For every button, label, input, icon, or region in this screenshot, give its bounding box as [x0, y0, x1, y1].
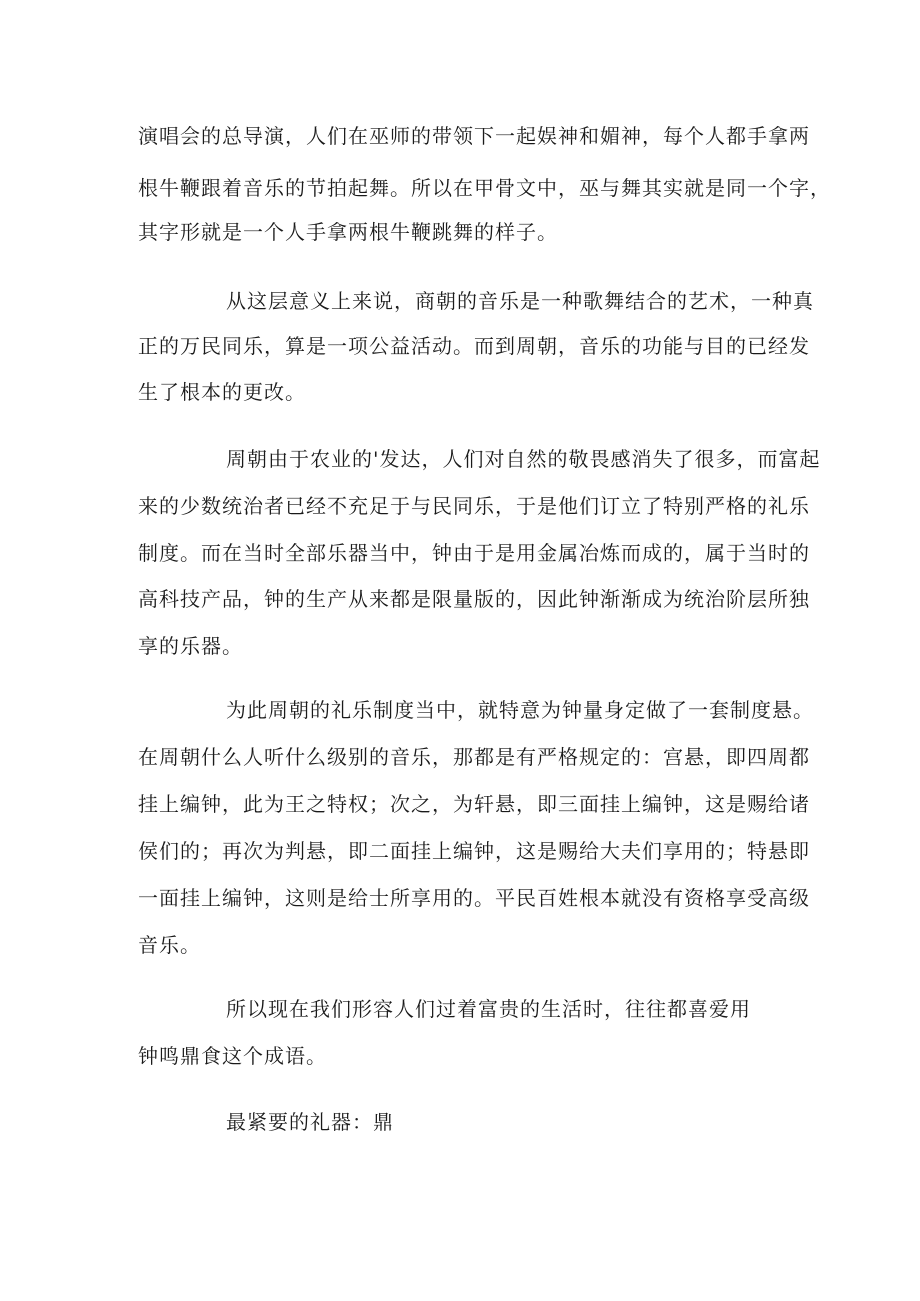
paragraph-3-line-2: 来的少数统治者已经不充足于与民同乐，于是他们订立了特别严格的礼乐	[138, 494, 810, 518]
paragraph-4-line-5: 一面挂上编钟，这则是给士所享用的。平民百姓根本就没有资格享受高级	[138, 886, 810, 910]
paragraph-4-line-4: 侯们的；再次为判悬，即二面挂上编钟，这是赐给大夫们享用的；特悬即	[138, 839, 810, 863]
paragraph-3-line-4: 高科技产品，钟的生产从来都是限量版的，因此钟渐渐成为统治阶层所独	[138, 587, 810, 611]
paragraph-3-line-3: 制度。而在当时全部乐器当中，钟由于是用金属冶炼而成的，属于当时的	[138, 541, 810, 565]
paragraph-3-line-5: 享的乐器。	[138, 634, 243, 658]
paragraph-4-line-6: 音乐。	[138, 933, 201, 957]
paragraph-5-line-1: 所以现在我们形容人们过着富贵的生活时，往往都喜爱用	[226, 997, 751, 1021]
paragraph-1-line-3: 其字形就是一个人手拿两根牛鞭跳舞的样子。	[138, 220, 558, 244]
paragraph-4-line-1: 为此周朝的礼乐制度当中，就特意为钟量身定做了一套制度悬。	[226, 698, 814, 722]
section-heading: 最紧要的礼器：鼎	[226, 1110, 394, 1134]
paragraph-2-line-3: 生了根本的更改。	[138, 380, 306, 404]
paragraph-1-line-2: 根牛鞭跟着音乐的节拍起舞。所以在甲骨文中，巫与舞其实就是同一个字，	[138, 176, 831, 200]
paragraph-4-line-3: 挂上编钟，此为王之特权；次之，为轩悬，即三面挂上编钟，这是赐给诸	[138, 792, 810, 816]
paragraph-2-line-1: 从这层意义上来说，商朝的音乐是一种歌舞结合的艺术，一种真	[226, 289, 814, 313]
paragraph-5-line-2: 钟鸣鼎食这个成语。	[138, 1044, 327, 1068]
paragraph-2-line-2: 正的万民同乐，算是一项公益活动。而到周朝，音乐的功能与目的已经发	[138, 334, 810, 358]
paragraph-3-line-1: 周朝由于农业的'发达，人们对自然的敬畏感消失了很多，而富起	[226, 447, 821, 471]
paragraph-4-line-2: 在周朝什么人听什么级别的音乐，那都是有严格规定的：宫悬，即四周都	[138, 745, 810, 769]
paragraph-1-line-1: 演唱会的总导演，人们在巫师的带领下一起娱神和媚神，每个人都手拿两	[138, 124, 810, 148]
